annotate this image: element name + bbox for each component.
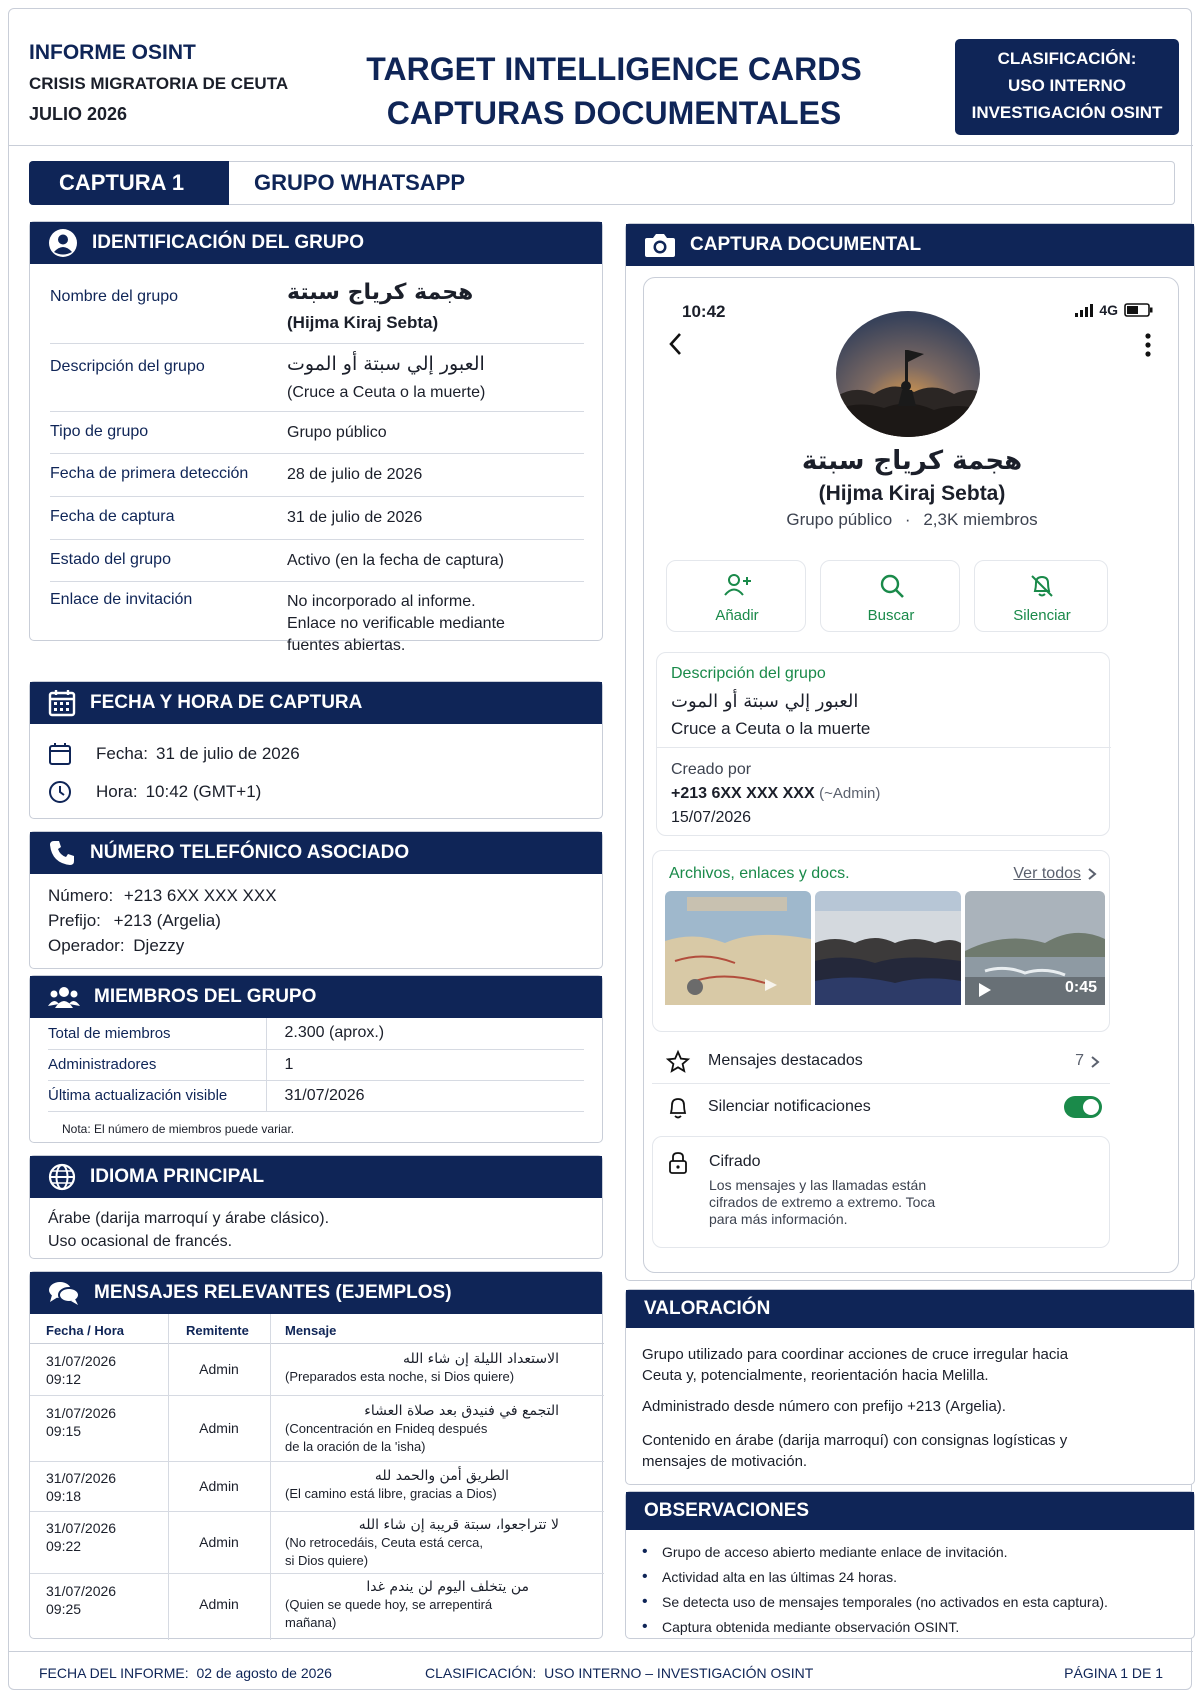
mute-notifications-label: Silenciar notificaciones <box>708 1098 871 1115</box>
observations-list <box>642 1544 1108 1644</box>
assessment-paragraph-1 <box>642 1344 1068 1386</box>
observations-title: OBSERVACIONES <box>644 1500 810 1521</box>
msg-date: 31/07/2026 <box>46 1520 117 1536</box>
add-user-button[interactable] <box>666 560 806 632</box>
description-card <box>656 652 1110 836</box>
members-note: Nota: El número de miembros puede variar. <box>62 1122 295 1136</box>
msg-content <box>285 1516 559 1570</box>
members-title: MIEMBROS DEL GRUPO <box>94 986 317 1007</box>
msg-translation: (No retrocedáis, Ceuta está cerca, <box>285 1535 483 1550</box>
mute-label: Silenciar <box>1013 607 1071 624</box>
assessment-line: Grupo utilizado para coordinar acciones de cruce irregular hacia <box>642 1346 1069 1363</box>
signal-icon <box>1075 303 1095 317</box>
add-user-icon <box>723 573 753 597</box>
phone-screenshot <box>643 277 1179 1273</box>
msg-time: 09:15 <box>46 1423 82 1439</box>
encryption-label: Cifrado <box>709 1153 761 1170</box>
phone-icon <box>48 839 76 867</box>
group-avatar <box>834 310 982 438</box>
report-topic: CRISIS MIGRATORIA DE CEUTA <box>29 74 289 93</box>
classification-box <box>955 39 1179 135</box>
capture-datetime-header <box>30 682 602 724</box>
user-icon <box>48 228 78 258</box>
table-row <box>30 1396 604 1462</box>
members-row <box>48 1049 584 1080</box>
phone-operator-value: Djezzy <box>133 936 185 955</box>
msg-translation: (El camino está libre, gracias a Dios) <box>285 1486 497 1501</box>
list-item: • Grupo de acceso abierto mediante enlace de invitación. <box>642 1544 1108 1560</box>
id-value-arabic: العبور إلي سبتة أو الموت <box>287 353 485 375</box>
phone-number-label: Número: <box>48 886 114 905</box>
identification-section <box>29 221 603 654</box>
msg-datetime <box>46 1352 116 1388</box>
id-value: Grupo público <box>287 424 387 441</box>
members-value: 2.300 (aprox.) <box>284 1024 385 1042</box>
description-arabic: العبور إلي سبتة أو الموت <box>671 691 859 712</box>
report-period: JULIO 2026 <box>29 104 128 124</box>
search-button[interactable] <box>820 560 960 632</box>
id-row-description <box>50 344 584 412</box>
footer-page-number: PÁGINA 1 DE 1 <box>1064 1665 1163 1681</box>
footer-classification <box>425 1665 813 1681</box>
msg-arabic: الطريق أمن والحمد لله <box>374 1468 509 1484</box>
msg-translation: (Quien se quede hoy, se arrepentirá <box>285 1597 493 1612</box>
profile-meta-separator: · <box>904 510 911 529</box>
encryption-text-line: cifrados de extremo a extremo. Toca <box>709 1194 936 1210</box>
media-thumbnail-map[interactable] <box>665 891 811 1005</box>
report-title <box>309 47 919 135</box>
msg-datetime <box>46 1469 116 1505</box>
report-title-line2: CAPTURAS DOCUMENTALES <box>386 95 842 131</box>
msg-arabic: من يتخلف اليوم لن يندم غدا <box>366 1579 529 1595</box>
creator-number: +213 6XX XXX XXX <box>671 785 815 802</box>
id-value-line2: Enlace no verificable mediante <box>287 615 505 632</box>
observations-header <box>626 1492 1194 1530</box>
profile-group-type: Grupo público <box>786 510 893 529</box>
id-label: Estado del grupo <box>50 551 171 568</box>
msg-translation: (Concentración en Fnideq después <box>285 1421 488 1436</box>
clock-icon <box>48 780 72 804</box>
observations-section <box>625 1491 1195 1639</box>
footer-date-label: FECHA DEL INFORME: <box>39 1665 189 1681</box>
bell-icon <box>666 1096 690 1120</box>
msg-time: 09:12 <box>46 1371 82 1387</box>
search-label: Buscar <box>867 607 915 624</box>
created-by-label: Creado por <box>671 761 752 778</box>
id-value-arabic: هجمة كرياج سبتة <box>287 280 474 305</box>
identification-title: IDENTIFICACIÓN DEL GRUPO <box>92 232 364 253</box>
see-all-link[interactable] <box>1013 865 1097 883</box>
capture-time-label: Hora: <box>96 782 138 801</box>
msg-sender: Admin <box>199 1420 239 1436</box>
members-header <box>30 976 602 1018</box>
id-value: (Hijma Kiraj Sebta) <box>287 313 439 332</box>
msg-time: 09:18 <box>46 1488 82 1504</box>
search-icon <box>879 573 905 599</box>
messages-title: MENSAJES RELEVANTES (EJEMPLOS) <box>94 1282 452 1303</box>
media-label: Archivos, enlaces y docs. <box>669 865 850 882</box>
msg-content <box>285 1467 559 1503</box>
msg-datetime <box>46 1404 116 1440</box>
col-sender-header: Remitente <box>186 1323 249 1338</box>
id-value: Activo (en la fecha de captura) <box>287 552 505 569</box>
camera-icon <box>644 232 676 258</box>
see-all-label: Ver todos <box>1013 865 1081 882</box>
msg-arabic: لا تتراجعوا، سبتة قريبة إن شاء الله <box>358 1517 559 1533</box>
id-label: Enlace de invitación <box>50 591 193 608</box>
capture-date-value: 31 de julio de 2026 <box>155 744 300 763</box>
members-value: 31/07/2026 <box>284 1086 365 1104</box>
chevron-right-icon <box>1087 867 1097 881</box>
more-options-icon[interactable] <box>1144 332 1152 358</box>
calendar-icon <box>48 689 76 717</box>
messages-header <box>30 1272 602 1314</box>
table-row <box>30 1512 604 1574</box>
assessment-line: Contenido en árabe (darija marroquí) con consignas logísticas y <box>642 1432 1068 1449</box>
starred-messages-row[interactable] <box>652 1038 1110 1084</box>
capture-datetime-section <box>29 681 603 819</box>
id-label: Descripción del grupo <box>50 358 205 375</box>
report-header <box>9 9 1193 146</box>
list-item: • Actividad alta en las últimas 24 horas. <box>642 1569 1108 1585</box>
phone-prefix-value: +213 (Argelia) <box>113 911 221 930</box>
msg-date: 31/07/2026 <box>46 1353 117 1369</box>
bell-off-icon <box>1029 573 1055 599</box>
id-label: Fecha de primera detección <box>50 465 249 482</box>
encryption-text-line: para más información. <box>709 1211 848 1227</box>
assessment-section <box>625 1289 1195 1485</box>
members-label: Total de miembros <box>48 1018 266 1049</box>
documentary-title: CAPTURA DOCUMENTAL <box>690 234 922 255</box>
id-label: Fecha de captura <box>50 508 175 525</box>
msg-sender: Admin <box>199 1534 239 1550</box>
msg-date: 31/07/2026 <box>46 1470 117 1486</box>
phone-number-header <box>30 832 602 874</box>
mute-toggle[interactable] <box>1064 1096 1102 1118</box>
created-date: 15/07/2026 <box>671 809 752 826</box>
phone-number-section <box>29 831 603 969</box>
id-value: 28 de julio de 2026 <box>287 466 423 483</box>
phone-prefix-line <box>48 911 277 936</box>
msg-sender: Admin <box>199 1361 239 1377</box>
capture-time-value: 10:42 (GMT+1) <box>145 782 262 801</box>
phone-number-value: +213 6XX XXX XXX <box>123 886 277 905</box>
id-label: Nombre del grupo <box>50 288 179 305</box>
msg-translation: (Preparados esta noche, si Dios quiere) <box>285 1369 515 1384</box>
phone-operator-line <box>48 936 277 961</box>
footer-date-value: 02 de agosto de 2026 <box>196 1665 332 1681</box>
msg-translation: si Dios quiere) <box>285 1553 369 1568</box>
id-row-invite-link <box>50 582 584 654</box>
members-section <box>29 975 603 1143</box>
msg-datetime <box>46 1582 116 1618</box>
table-row <box>30 1344 604 1396</box>
msg-sender: Admin <box>199 1478 239 1494</box>
phone-operator-label: Operador: <box>48 936 125 955</box>
language-section <box>29 1155 603 1259</box>
report-title-line1: TARGET INTELLIGENCE CARDS <box>366 51 862 87</box>
members-row <box>48 1080 584 1111</box>
id-value: (Cruce a Ceuta o la muerte) <box>287 384 486 401</box>
toggle-knob <box>1083 1099 1099 1115</box>
report-type: INFORME OSINT <box>29 41 196 64</box>
capture-date-label: Fecha: <box>96 744 148 763</box>
back-arrow-icon[interactable] <box>664 330 688 358</box>
members-value: 1 <box>284 1055 294 1073</box>
identification-header <box>30 222 602 264</box>
id-row-first-detection <box>50 454 584 497</box>
col-message-header: Mensaje <box>285 1323 337 1338</box>
language-line1: Árabe (darija marroquí y árabe clásico). <box>48 1210 330 1227</box>
star-icon <box>666 1050 690 1074</box>
id-row-name <box>50 276 584 344</box>
msg-arabic: التجمع في فنيدق بعد صلاة العشاء <box>364 1403 559 1419</box>
capture-datetime-title: FECHA Y HORA DE CAPTURA <box>90 692 363 713</box>
created-by-line <box>671 785 880 803</box>
description-label: Descripción del grupo <box>671 665 826 682</box>
phone-number-line <box>48 886 277 911</box>
classification-level: USO INTERNO <box>1007 76 1127 95</box>
assessment-paragraph-3 <box>642 1430 1067 1472</box>
footer-date <box>39 1665 332 1681</box>
status-bar-right <box>1075 302 1154 318</box>
messages-section <box>29 1271 603 1639</box>
status-time: 10:42 <box>682 302 726 321</box>
table-row <box>30 1574 604 1640</box>
mute-notifications-row <box>652 1084 1110 1130</box>
msg-date: 31/07/2026 <box>46 1583 117 1599</box>
list-item: • Se detecta uso de mensajes temporales (no activados en esta captura). <box>642 1594 1108 1610</box>
lock-icon <box>667 1151 689 1175</box>
msg-date: 31/07/2026 <box>46 1405 117 1421</box>
list-item: • Captura obtenida mediante observación OSINT. <box>642 1619 1108 1635</box>
language-line2: Uso ocasional de francés. <box>48 1233 233 1250</box>
msg-datetime <box>46 1519 116 1555</box>
id-value-line1: No incorporado al informe. <box>287 593 476 610</box>
capture-group-type: GRUPO WHATSAPP <box>254 170 466 195</box>
table-row <box>30 1462 604 1512</box>
encryption-card[interactable] <box>652 1136 1110 1248</box>
add-user-label: Añadir <box>715 607 759 624</box>
members-label: Última actualización visible <box>48 1080 266 1111</box>
media-card <box>652 850 1110 1032</box>
members-label: Administradores <box>48 1049 266 1080</box>
battery-icon <box>1124 303 1154 317</box>
msg-time: 09:22 <box>46 1538 82 1554</box>
creator-role: (~Admin) <box>819 785 881 802</box>
id-row-status <box>50 540 584 582</box>
description-text: Cruce a Ceuta o la muerte <box>671 719 871 738</box>
language-title: IDIOMA PRINCIPAL <box>90 1166 265 1187</box>
media-thumbnail-crowd[interactable] <box>815 891 961 1005</box>
id-value-line3: fuentes abiertas. <box>287 637 406 654</box>
capture-time-line <box>48 780 261 804</box>
report-meta <box>29 41 288 125</box>
group-icon <box>48 984 80 1010</box>
footer-class-label: CLASIFICACIÓN: <box>425 1665 537 1681</box>
calendar-icon <box>48 742 72 766</box>
msg-time: 09:25 <box>46 1601 82 1617</box>
msg-content <box>285 1402 559 1456</box>
globe-icon <box>48 1163 76 1191</box>
classification-scope: INVESTIGACIÓN OSINT <box>971 103 1163 122</box>
documentary-header <box>626 224 1194 266</box>
card-divider <box>657 747 1111 748</box>
assessment-header <box>626 1290 1194 1328</box>
msg-translation: de la oración de la 'isha) <box>285 1439 426 1454</box>
assessment-line: Ceuta y, potencialmente, reorientación hacia Melilla. <box>642 1367 989 1384</box>
chat-bubbles-icon <box>48 1280 80 1306</box>
id-row-type <box>50 412 584 454</box>
language-header <box>30 1156 602 1198</box>
col-date-header: Fecha / Hora <box>46 1323 125 1338</box>
assessment-paragraph-2: Administrado desde número con prefijo +213 (Argelia). <box>642 1398 1006 1415</box>
mute-button[interactable] <box>974 560 1108 632</box>
id-label: Tipo de grupo <box>50 423 149 440</box>
classification-label: CLASIFICACIÓN: <box>997 49 1137 68</box>
starred-label: Mensajes destacados <box>708 1052 863 1069</box>
assessment-title: VALORACIÓN <box>644 1298 771 1319</box>
capture-number: CAPTURA 1 <box>29 161 229 205</box>
network-type: 4G <box>1099 302 1118 318</box>
report-footer <box>9 1651 1193 1691</box>
id-row-capture-date <box>50 497 584 540</box>
msg-arabic: الاستعداد الليلة إن شاء الله <box>402 1351 559 1367</box>
members-row <box>48 1018 584 1049</box>
assessment-line: mensajes de motivación. <box>642 1453 808 1470</box>
starred-count: 7 <box>1075 1052 1084 1069</box>
profile-group-meta <box>644 510 1180 530</box>
profile-member-count: 2,3K miembros <box>923 510 1038 529</box>
messages-table-head <box>30 1314 604 1344</box>
phone-number-title: NÚMERO TELEFÓNICO ASOCIADO <box>90 842 410 863</box>
phone-prefix-label: Prefijo: <box>48 911 101 930</box>
msg-content <box>285 1578 559 1632</box>
msg-sender: Admin <box>199 1596 239 1612</box>
profile-group-name: (Hijma Kiraj Sebta) <box>818 482 1006 505</box>
footer-class-value: USO INTERNO – INVESTIGACIÓN OSINT <box>544 1665 814 1681</box>
encryption-text <box>709 1177 935 1228</box>
members-table <box>48 1018 584 1112</box>
capture-bar <box>29 161 1175 205</box>
chevron-right-icon <box>1090 1055 1100 1069</box>
capture-date-line <box>48 742 300 766</box>
profile-group-name-arabic: هجمة كرياج سبتة <box>801 446 1023 476</box>
id-value: 31 de julio de 2026 <box>287 509 423 526</box>
msg-content <box>285 1350 559 1386</box>
video-duration: 0:45 <box>1065 979 1098 996</box>
phone-number-details <box>48 886 277 961</box>
msg-translation: mañana) <box>285 1615 337 1630</box>
encryption-text-line: Los mensajes y las llamadas están <box>709 1177 927 1193</box>
report-page <box>8 8 1192 1690</box>
